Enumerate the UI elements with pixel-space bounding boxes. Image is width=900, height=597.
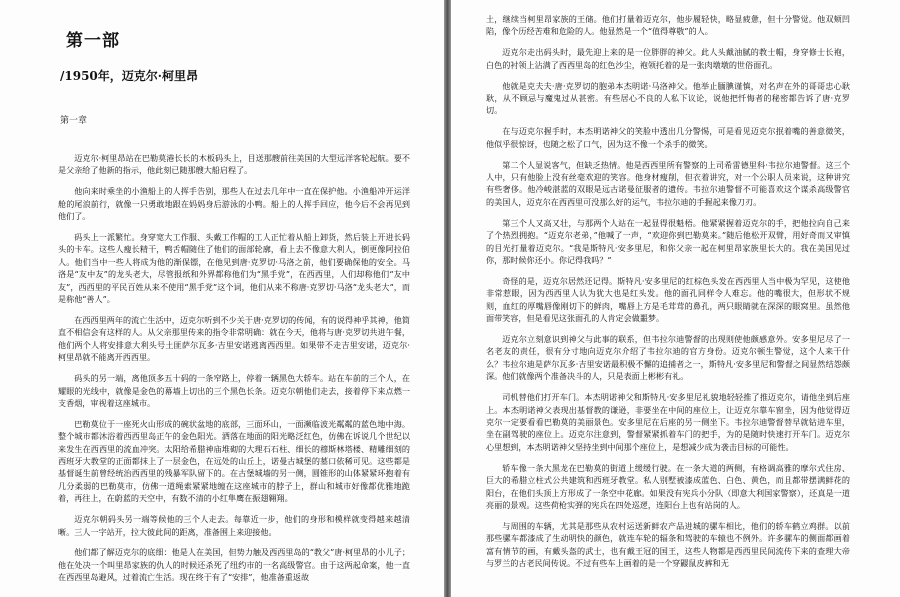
page-gutter: [444, 0, 451, 597]
paragraph: 他们都了解迈克尔的底细：他是人在美国，但势力触及西西里岛的“教父”唐·柯里昂的小儿子；他在处决一个叫里昂家族的仇人的时候还杀死了纽约市的一名高级警官。由于这两起命案，他一直在西西里岛避风，过着流亡生活。现在终于有了“安排”，他准备重返故: [58, 547, 410, 583]
paragraph: 土，继续当柯里昂家族的王储。他们打量着迈克尔，他步履轻快，略显疲惫，但十分警觉。他双颊凹陷，像个历经苦难和危险的人。他显然是一个“值得尊敬”的人。: [486, 14, 850, 37]
paragraph: 奇怪的是，迈克尔居然还记得。斯特凡·安多里尼的红棕色头发在西西里人当中极为罕见，这使他非常惹眼，因为西西里人认为犹大也是红头发。他的面孔同样令人难忘。他的嘴很大，但形状不规则，血红的厚嘴唇像刚切下的鲜肉，嘴唇上方是毛茸茸的鼻孔，两只眼睛就在深深的眼窝里。虽然他面带笑容，但是看见这张面孔的人肯定会做噩梦。: [486, 275, 850, 324]
paragraph: 轿车像一条大黑龙在巴勒莫的街道上缓缓行驶。在一条大道的两侧，有格调高雅的摩尔式住房、巨大的希腊立柱式公共建筑和西班牙教堂。私人别墅被漆成蓝色、白色、黄色，而且都带摆满鲜花的阳台，在他们头顶上方形成了一条空中花廊。如果没有宪兵小分队（即意大利国家警察），还真是一道亮丽的景观。这些荷枪实弹的宪兵在四处巡逻，连阳台上也有站岗的人。: [486, 462, 850, 510]
paragraph: 在与迈克尔握手时，本杰明诺神父的笑脸中透出几分警惕，可是看见迈克尔抿着嘴的善意微笑，他似乎很惊讶，也随之松了口气，因为这不像一个杀手的微笑。: [486, 126, 850, 149]
chapter-heading: 第一章: [60, 116, 88, 126]
paragraph: 与周围的车辆，尤其是那些从农村运送新鲜农产品进城的骡车相比，他们的轿车鹤立鸡群。以前那些骡车都漆成了生动明快的颜色，就连车轮的辐条和驾驶的车辕也不例外。许多骡车的侧面都画着富有情节的画，有戴头盔的武士，也有戴王冠的国王，这些人物都是西西里民间流传下来的查理大帝与罗兰的古老民间传说。不过有些车上画着的是一个穿鼹鼠皮裤和无: [486, 520, 850, 569]
paragraph: 码头的另一端，离他顶多五十码的一条窄路上，停着一辆黑色大轿车。站在车前的三个人，在耀眼的光线中，就像是金色的幕墙上切出的三个黑色长条。迈克尔朝他们走去，接着停下来点燃一支香烟，审视着这座城市。: [58, 373, 410, 408]
paragraph: 码头上一派繁忙。身穿宽大工作服、头戴工作帽的工人正忙着从船上卸货，然后装上开进长码头的卡车。这些人瘦长精干，鸭舌帽随住了他们的面部轮廓，看上去不像意大利人，倒更像阿拉伯人。他们当中一些人将成为他的渐保镖，在他见到唐·克罗切·马洛之前，他们要确保他的安全。马洛是“友中友”的龙头老大，尽管报纸和外界都称他们为“黑手党”，在西西里，人们却称他们“友中友”，西西里的平民百姓从来不使用“黑手党”这个词，他们从来不称唐·克罗切·马洛“龙头老大”，而是称他“善人”。: [58, 232, 410, 305]
paragraph: 第二个人显说客气，但缺乏热情。他是西西里所有警察的上司希雷德里科·韦拉尔迪警督。这三个人中，只有他脸上没有丝毫欢迎的笑容。他身材瘦削，但衣着讲究，对一个公职人员来说，这种讲究有些奢侈。他冷峻湛蓝的双眼是远古诺曼征服者的遗传。韦拉尔迪警督不可能喜欢这个谋杀高级警官的美国人，迈克尔在西西里可没那么好的运气，韦拉尔迪的手握起来像刀刃。: [486, 159, 850, 207]
paragraph: 迈克尔·柯里昂站在巴勒莫港长长的木板码头上，目送那艘前往美国的大型远洋客轮起航。要不是父亲给了他新的指示，他此刻已随那艘大船启程了。: [58, 153, 410, 176]
paragraph: 迈克尔朝码头另一端等候他的三个人走去。每靠近一步，他们的身形和模样就变得越来越清晰。三人一字站开，拉大彼此间的距离，准备围上来迎接他。: [58, 514, 410, 537]
left-body-text: [58, 152, 410, 592]
paragraph: 他就是克夫夫·唐·克罗切的胞弟本杰明诺·马洛神父。他举止腼腆谨慎，对名声在外的哥哥忠心耿耿，从不顾忌与魔鬼过从甚密。有些居心不良的人私下议论，说他把忏悔者的秘密都告诉了唐·克罗切。: [486, 80, 850, 116]
paragraph: 巴勒莫位于一座死火山形成的碗状盆地的底部，三面环山，一面濒临波光粼粼的蓝色地中海。整个城市都沐浴着西西里岛正午的金色阳光。洒落在地面的阳光略泛红色，仿佛在诉说几个世纪以来发生在西西里的流血冲突。太阳给希腊神庙堆砌的大理石石柱、细长的穆斯林塔楼、精雕细刻的西班牙大教堂的正面都抹上了一层金色，在远处的山丘上，诺曼古城堡的墓口依稀可见。这些都是基督诞生前曾经统治西西里的残暴军队留下的。在古堡城墙的另一侧，圆锥形的山体紧紧环抱着有几分柔弱的巴勒莫市，仿佛一道绳索紧紧地缠在这座城市的脖子上，群山和城市好像都优雅地跪着，再往上，在蔚蓝的天空中，有数不清的小红隼鹰在振翅翱翔。: [58, 418, 410, 504]
part-subtitle: /1950年，迈克尔·柯里昂: [60, 69, 198, 83]
paragraph: 第三个人又高又壮，与那两个人站在一起显得很魁梧。他紧紧握着迈克尔的手，把他拉向自己来了个热烈拥抱。“迈克尔老弟，”他喊了一声，“欢迎你到巴勒莫来。”随后他松开双臂，用好奇而又审慎的目光打量着迈克尔。“我是斯特凡·安多里尼，和你父亲一起在柯里昂家族里长大的。我在美国见过你，那时候你还小。你记得我吗？”: [486, 217, 850, 265]
paragraph: 司机替他们打开车门。本杰明诺神父和斯特凡·安多里尼礼貌地轻轻推了推迈克尔，请他坐到后座上。本杰明诺神父表现出基督教的谦逊，非要坐在中间的座位上，让迈克尔靠车窗坐，因为他觉得迈克尔一定要看看巴勒莫的美丽景色。安多里尼在后座的另一侧坐下。韦拉尔迪警督替早就钻进车里，坐在副驾驶的座位上。迈克尔注意到，警督紧紧抓着车门的把手，为的是随时快速打开车门。迈克尔心里想到，本杰明诺神父坚持坐到中间那个座位上，是想减少成为袭击目标的可能性。: [486, 392, 850, 452]
right-body-text: [486, 13, 850, 578]
part-title: 第一部: [66, 31, 120, 51]
left-page: [0, 0, 444, 597]
paragraph: 他向来时乘坐的小渔船上的人挥手告别，那些人在过去几年中一直在保护他。小渔船冲开运洋舱的尾浪前行，就像一只勇敢地跟在妈妈身后游泳的小鸭。船上的人挥手回应，他今后不会再见到他们了。: [58, 186, 410, 222]
paragraph: 迈克尔立刻意识到神父与此事的联系，但韦拉尔迪警督的出现则使他颇感意外。安多里尼尽了一名老友的责任，很有分寸地向迈克尔介绍了韦拉尔迪的官方身份。迈克尔顿生警觉，这个人来干什么？韦拉尔迪是萨尔瓦多·吉里安诺最积极不懈的追捕者之一，斯特凡·安多里尼和警督之间显然结怨颇深。他们就像两个准备决斗的人，只是表面上彬彬有礼。: [486, 334, 850, 382]
right-page: [451, 0, 900, 597]
paragraph: 在西西里两年的流亡生活中，迈克尔听到不少关于唐·克罗切的传闻，有的说得神乎其神，他简直不相信会有这样的人。从父亲那里传来的指令非常明确：就在今天，他将与唐·克罗切共进午餐，他们两个人将安排意大利头号土匪萨尔瓦多·吉里安诺逃离西西里。如果带不走吉里安诺，迈克尔·柯里昂就不能离开西西里。: [58, 314, 410, 363]
paragraph: 迈克尔走出码头时，最先迎上来的是一位胖胖的神父。此人头戴油腻的教士帽，身穿修士长袍，白色的衬领上沾满了西西里岛的红色沙尘，袍领托着的是一张肉墩墩的世俗面孔。: [486, 47, 850, 70]
